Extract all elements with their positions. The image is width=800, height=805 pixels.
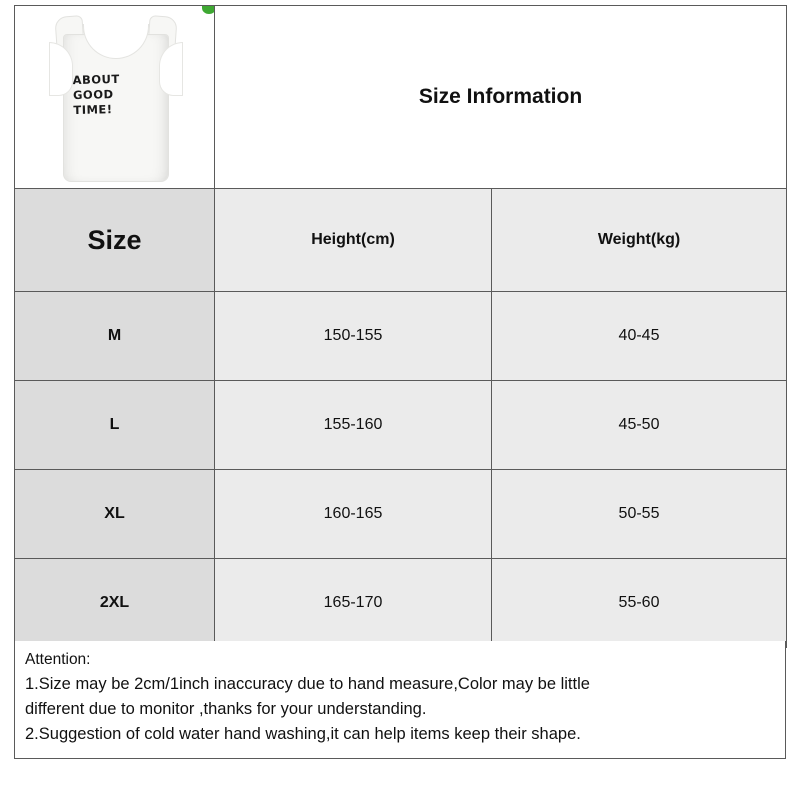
cell-height-m: 150-155	[215, 292, 492, 381]
print-line-1: ABOUT	[71, 71, 120, 88]
print-line-2: GOOD	[72, 87, 114, 103]
attention-block	[14, 641, 786, 759]
image-and-title-row	[15, 6, 787, 189]
cell-height-xl: 160-165	[215, 470, 492, 559]
cell-weight-xl: 50-55	[492, 470, 787, 559]
cell-weight-m: 40-45	[492, 292, 787, 381]
cell-height-2xl: 165-170	[215, 559, 492, 648]
table-row	[15, 470, 787, 559]
product-image-cell	[15, 6, 215, 189]
cell-size-2xl: 2XL	[15, 559, 215, 648]
attention-line-3: 2.Suggestion of cold water hand washing,it can help items keep their shape.	[25, 725, 581, 743]
header-size: Size	[15, 189, 215, 292]
cell-height-l: 155-160	[215, 381, 492, 470]
attention-heading: Attention:	[25, 651, 91, 668]
table-row	[15, 381, 787, 470]
cell-weight-l: 45-50	[492, 381, 787, 470]
table-row	[15, 559, 787, 648]
table-row	[15, 292, 787, 381]
size-information-table	[14, 5, 787, 648]
cell-size-m: M	[15, 292, 215, 381]
attention-line-1: 1.Size may be 2cm/1inch inaccuracy due to hand measure,Color may be little	[25, 675, 590, 693]
cell-size-xl: XL	[15, 470, 215, 559]
cell-size-l: L	[15, 381, 215, 470]
chart-title: Size Information	[215, 6, 787, 189]
attention-line-2: different due to monitor ,thanks for your understanding.	[25, 700, 427, 718]
print-line-3: TIME!	[72, 102, 113, 118]
green-marker-icon	[202, 6, 215, 15]
tank-print-text	[72, 71, 159, 118]
tank-top-illustration	[35, 16, 195, 184]
header-height: Height(cm)	[215, 189, 492, 292]
cell-weight-2xl: 55-60	[492, 559, 787, 648]
header-weight: Weight(kg)	[492, 189, 787, 292]
table-header-row	[15, 189, 787, 292]
size-chart-sheet	[0, 5, 800, 805]
